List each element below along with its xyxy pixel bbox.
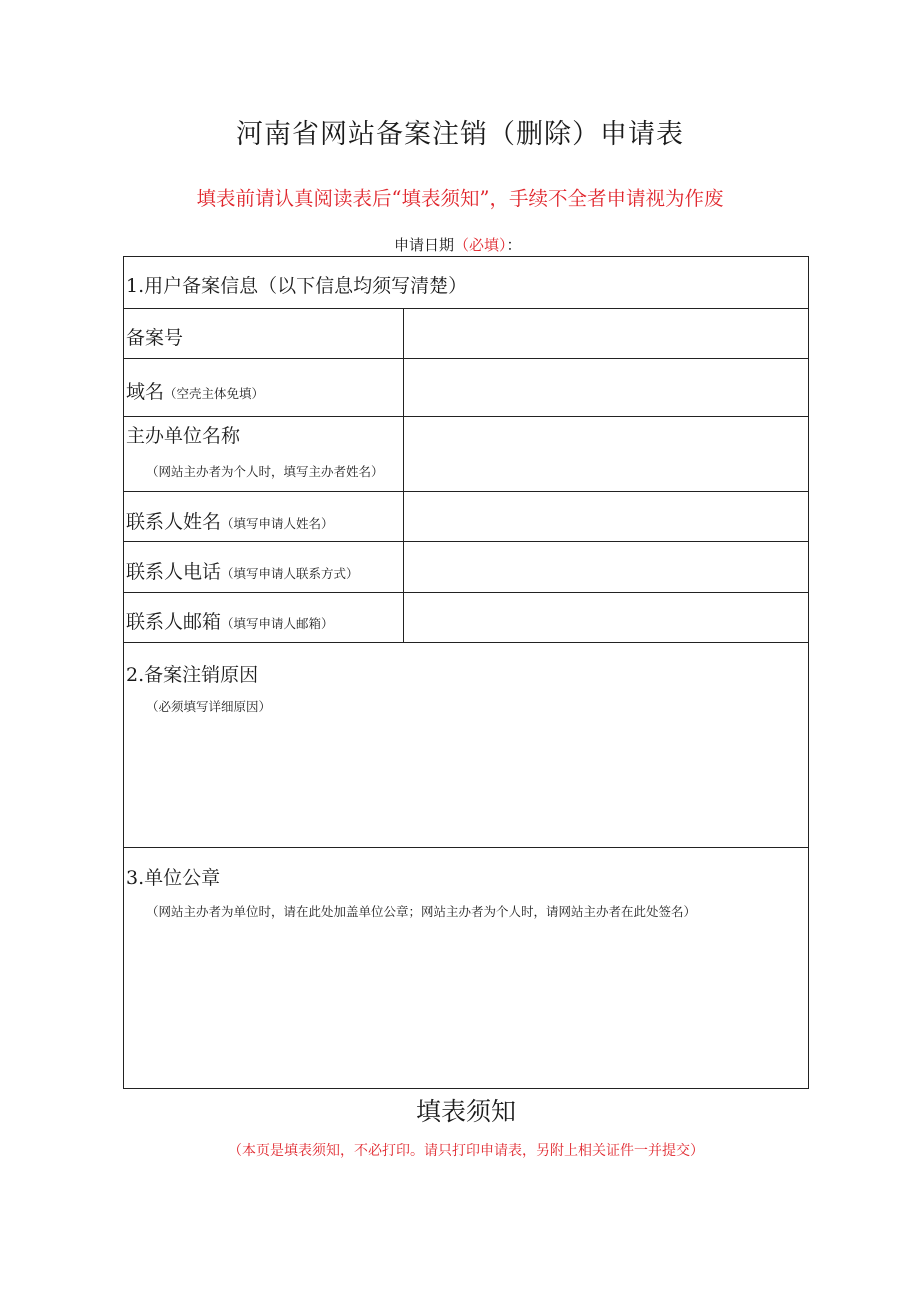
notice-title: 填表须知 [415,1097,516,1126]
sponsor-name-field[interactable] [404,417,808,491]
sponsor-name-cell [124,417,404,491]
section2-note: （必须填写详细原因） [146,699,272,714]
contact-email-field[interactable] [404,593,808,642]
notice-subtitle: （本页是填表须知，不必打印。请只打印申请表，另附上相关证件一并提交） [228,1143,704,1159]
contact-name-field[interactable] [404,492,808,541]
sponsor-name-hint: （网站主办者为个人时，填写主办者姓名） [146,464,384,479]
application-form-table [123,256,809,1089]
domain-hint: （空壳主体免填） [164,386,265,401]
section3-heading: 3.单位公章 [126,867,221,889]
section2-heading: 2.备案注销原因 [126,664,259,686]
contact-phone-label: 联系人电话（填写申请人联系方式） [126,561,359,583]
date-colon: ： [506,236,522,254]
domain-field[interactable] [404,359,808,416]
contact-name-label: 联系人姓名（填写申请人姓名） [126,511,334,533]
filing-number-field[interactable] [404,309,808,358]
date-label: 申请日期 [394,236,455,254]
form-title: 河南省网站备案注销（删除）申请表 [236,119,684,150]
section1-heading: 1.用户备案信息（以下信息均须写清楚） [126,275,468,297]
sponsor-name-label: 主办单位名称 [126,425,241,447]
contact-name-hint: （填写申请人姓名） [221,516,334,531]
application-date-line [394,234,522,255]
section3-note: （网站主办者为单位时，请在此处加盖单位公章；网站主办者为个人时，请网站主办者在此处签名） [146,904,697,919]
cancellation-reason-area[interactable] [124,717,808,847]
contact-phone-hint: （填写申请人联系方式） [221,566,359,581]
row-divider [124,642,808,643]
contact-email-hint: （填写申请人邮箱） [221,616,334,631]
filing-number-label: 备案号 [126,327,184,349]
contact-phone-field[interactable] [404,542,808,592]
domain-label: 域名（空壳主体免填） [126,381,265,403]
sponsor-name-hint-clip [124,457,404,491]
contact-email-label: 联系人邮箱（填写申请人邮箱） [126,611,334,633]
warning-text: 填表前请认真阅读表后“填表须知”，手续不全者申请视为作废 [196,187,724,210]
seal-signature-area[interactable] [124,922,808,1088]
date-required-mark: （必填） [454,236,507,254]
row-divider [124,847,808,848]
